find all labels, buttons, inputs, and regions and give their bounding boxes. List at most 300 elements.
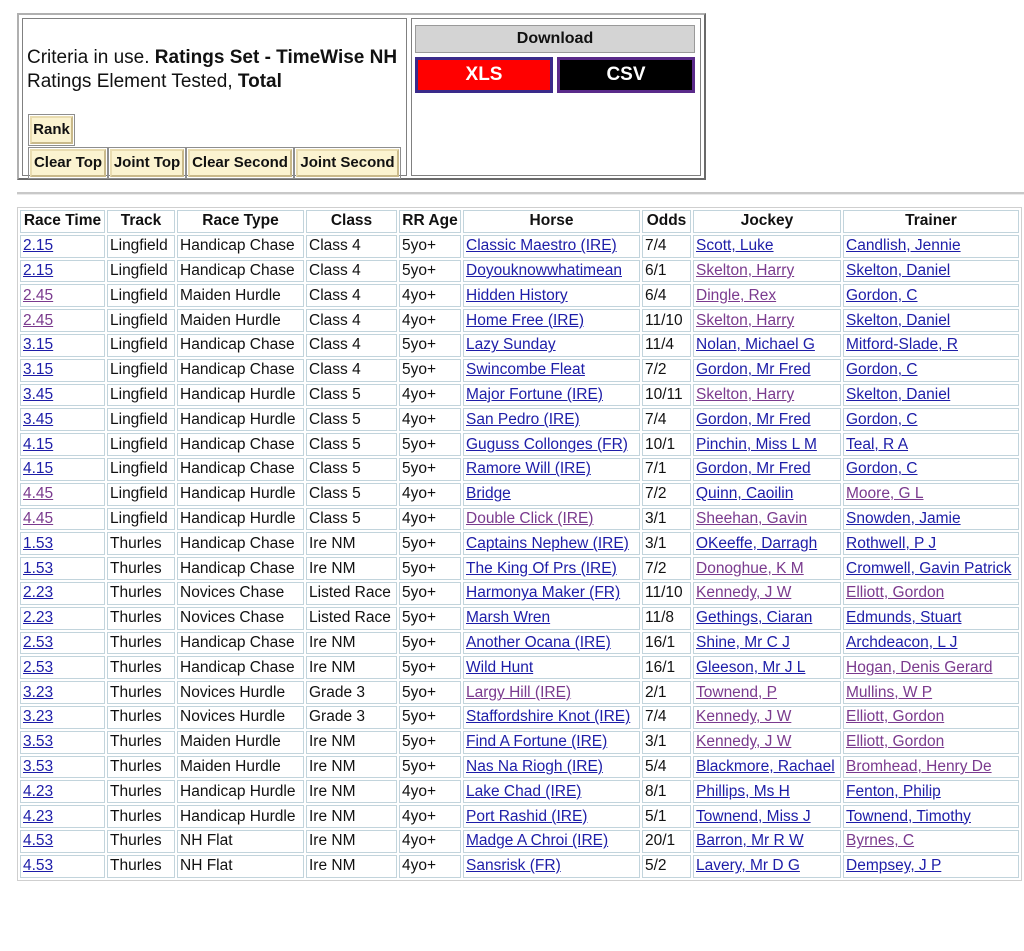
table-row [20, 408, 1019, 431]
race-time-link[interactable]: 4.23 [23, 782, 54, 800]
jockey-link[interactable]: Skelton, Harry [696, 385, 795, 403]
horse-link[interactable]: Swincombe Fleat [466, 361, 585, 379]
jockey-link[interactable]: Pinchin, Miss L M [696, 435, 817, 453]
odds-cell: 20/1 [642, 830, 691, 853]
trainer-link[interactable]: Moore, G L [846, 485, 924, 503]
horse-link[interactable]: Doyouknowwhatimean [466, 261, 622, 279]
joint-second-button[interactable]: Joint Second [296, 149, 399, 177]
jockey-link[interactable]: Kennedy, J W [696, 584, 792, 602]
jockey-cell [693, 284, 841, 307]
rr-age-cell: 4yo+ [399, 284, 461, 307]
jockey-cell [693, 508, 841, 531]
race-type-cell: Novices Hurdle [177, 681, 304, 704]
horse-link[interactable]: Another Ocana (IRE) [466, 633, 611, 651]
jockey-link[interactable]: Nolan, Michael G [696, 336, 815, 354]
class-cell: Ire NM [306, 656, 397, 679]
trainer-link[interactable]: Elliott, Gordon [846, 708, 945, 726]
trainer-cell [843, 334, 1019, 357]
table-row [20, 309, 1019, 332]
class-cell: Listed Race [306, 607, 397, 630]
rr-age-cell: 5yo+ [399, 706, 461, 729]
jockey-link[interactable]: Dingle, Rex [696, 286, 777, 304]
jockey-link[interactable]: Gordon, Mr Fred [696, 361, 811, 379]
download-box [411, 18, 701, 176]
horse-link[interactable]: Harmonya Maker (FR) [466, 584, 621, 602]
odds-cell: 11/8 [642, 607, 691, 630]
jockey-cell [693, 235, 841, 258]
horse-link[interactable]: Guguss Collonges (FR) [466, 435, 628, 453]
track-cell: Lingfield [107, 408, 175, 431]
criteria-box [22, 18, 407, 176]
horse-cell [463, 433, 640, 456]
trainer-cell [843, 756, 1019, 779]
race-time-cell [20, 855, 105, 878]
rr-age-cell: 5yo+ [399, 632, 461, 655]
horse-link[interactable]: Major Fortune (IRE) [466, 385, 603, 403]
horse-link[interactable]: Classic Maestro (IRE) [466, 237, 617, 255]
odds-cell: 3/1 [642, 508, 691, 531]
odds-cell: 16/1 [642, 632, 691, 655]
jockey-link[interactable]: Gethings, Ciaran [696, 609, 813, 627]
odds-cell: 6/4 [642, 284, 691, 307]
rr-age-cell: 5yo+ [399, 334, 461, 357]
class-cell: Class 4 [306, 260, 397, 283]
trainer-cell [843, 780, 1019, 803]
race-time-cell [20, 830, 105, 853]
rr-age-cell: 5yo+ [399, 260, 461, 283]
trainer-link[interactable]: Rothwell, P J [846, 534, 937, 552]
track-cell: Lingfield [107, 334, 175, 357]
horse-cell [463, 508, 640, 531]
class-cell: Grade 3 [306, 681, 397, 704]
table-row [20, 260, 1019, 283]
track-cell: Thurles [107, 731, 175, 754]
track-cell: Lingfield [107, 483, 175, 506]
horse-link[interactable]: The King Of Prs (IRE) [466, 559, 617, 577]
horse-link[interactable]: Lake Chad (IRE) [466, 782, 582, 800]
track-cell: Lingfield [107, 384, 175, 407]
trainer-link[interactable]: Skelton, Daniel [846, 311, 951, 329]
table-row [20, 756, 1019, 779]
horse-link[interactable]: Home Free (IRE) [466, 311, 584, 329]
horse-link[interactable]: Marsh Wren [466, 609, 551, 627]
jockey-cell [693, 532, 841, 555]
table-row [20, 384, 1019, 407]
jockey-cell [693, 408, 841, 431]
results-body [20, 235, 1019, 878]
race-time-link[interactable]: 4.15 [23, 435, 54, 453]
trainer-cell [843, 632, 1019, 655]
race-time-cell [20, 483, 105, 506]
jockey-link[interactable]: Shine, Mr C J [696, 633, 790, 651]
jockey-link[interactable]: Quinn, Caoilin [696, 485, 794, 503]
rr-age-cell: 5yo+ [399, 656, 461, 679]
criteria-text [27, 46, 397, 94]
col-track: Track [107, 210, 175, 233]
jockey-link[interactable]: Kennedy, J W [696, 733, 792, 751]
table-row [20, 483, 1019, 506]
race-type-cell: Handicap Hurdle [177, 805, 304, 828]
class-cell: Ire NM [306, 632, 397, 655]
class-cell: Ire NM [306, 756, 397, 779]
race-type-cell: Novices Chase [177, 607, 304, 630]
rr-age-cell: 5yo+ [399, 359, 461, 382]
race-type-cell: Handicap Chase [177, 334, 304, 357]
race-time-link[interactable]: 3.23 [23, 683, 54, 701]
race-time-cell [20, 532, 105, 555]
track-cell: Lingfield [107, 433, 175, 456]
race-time-link[interactable]: 2.53 [23, 658, 54, 676]
xls-download-button[interactable]: XLS [415, 57, 553, 93]
trainer-link[interactable]: Dempsey, J P [846, 857, 942, 875]
trainer-link[interactable]: Mitford-Slade, R [846, 336, 958, 354]
trainer-link[interactable]: Hogan, Denis Gerard [846, 658, 993, 676]
table-row [20, 557, 1019, 580]
horse-link[interactable]: Port Rashid (IRE) [466, 807, 588, 825]
trainer-link[interactable]: Gordon, C [846, 460, 918, 478]
trainer-link[interactable]: Fenton, Philip [846, 782, 941, 800]
table-row [20, 632, 1019, 655]
horse-cell [463, 656, 640, 679]
horse-link[interactable]: Bridge [466, 485, 511, 503]
jockey-cell [693, 780, 841, 803]
race-time-cell [20, 805, 105, 828]
trainer-cell [843, 235, 1019, 258]
jockey-cell [693, 458, 841, 481]
jockey-link[interactable]: OKeeffe, Darragh [696, 534, 818, 552]
class-cell: Ire NM [306, 855, 397, 878]
odds-cell: 6/1 [642, 260, 691, 283]
table-row [20, 656, 1019, 679]
table-row [20, 532, 1019, 555]
race-type-cell: Maiden Hurdle [177, 309, 304, 332]
horse-cell [463, 408, 640, 431]
trainer-link[interactable]: Gordon, C [846, 361, 918, 379]
track-cell: Thurles [107, 532, 175, 555]
ratings-set: Ratings Set - TimeWise NH [154, 47, 398, 68]
race-type-cell: Handicap Hurdle [177, 408, 304, 431]
race-time-cell [20, 384, 105, 407]
race-type-cell: Handicap Hurdle [177, 384, 304, 407]
race-time-link[interactable]: 2.53 [23, 633, 54, 651]
class-cell: Ire NM [306, 830, 397, 853]
joint-top-button[interactable]: Joint Top [110, 149, 184, 177]
race-time-cell [20, 706, 105, 729]
horse-cell [463, 632, 640, 655]
class-cell: Ire NM [306, 780, 397, 803]
col-horse: Horse [463, 210, 640, 233]
jockey-cell [693, 805, 841, 828]
horse-cell [463, 731, 640, 754]
horse-cell [463, 532, 640, 555]
trainer-cell [843, 656, 1019, 679]
race-time-cell [20, 284, 105, 307]
odds-cell: 10/1 [642, 433, 691, 456]
race-time-link[interactable]: 2.23 [23, 584, 54, 602]
trainer-link[interactable]: Elliott, Gordon [846, 733, 945, 751]
jockey-link[interactable]: Donoghue, K M [696, 559, 804, 577]
rr-age-cell: 5yo+ [399, 607, 461, 630]
col-race-time: Race Time [20, 210, 105, 233]
track-cell: Thurles [107, 607, 175, 630]
horse-link[interactable]: Wild Hunt [466, 658, 534, 676]
race-time-link[interactable]: 3.53 [23, 757, 54, 775]
race-time-link[interactable]: 3.45 [23, 385, 54, 403]
race-time-link[interactable]: 2.15 [23, 237, 54, 255]
trainer-link[interactable]: Mullins, W P [846, 683, 933, 701]
jockey-link[interactable]: Barron, Mr R W [696, 832, 804, 850]
jockey-cell [693, 830, 841, 853]
jockey-link[interactable]: Gleeson, Mr J L [696, 658, 806, 676]
table-row [20, 780, 1019, 803]
table-row [20, 582, 1019, 605]
jockey-link[interactable]: Blackmore, Rachael [696, 757, 835, 775]
horse-cell [463, 756, 640, 779]
horse-link[interactable]: San Pedro (IRE) [466, 410, 580, 428]
class-cell: Class 4 [306, 284, 397, 307]
trainer-link[interactable]: Gordon, C [846, 410, 918, 428]
trainer-link[interactable]: Townend, Timothy [846, 807, 971, 825]
odds-cell: 11/10 [642, 309, 691, 332]
race-type-cell: Maiden Hurdle [177, 284, 304, 307]
col-rr-age: RR Age [399, 210, 461, 233]
race-time-link[interactable]: 2.45 [23, 311, 54, 329]
horse-cell [463, 483, 640, 506]
jockey-link[interactable]: Lavery, Mr D G [696, 857, 800, 875]
trainer-link[interactable]: Snowden, Jamie [846, 509, 961, 527]
race-time-link[interactable]: 3.23 [23, 708, 54, 726]
race-time-link[interactable]: 1.53 [23, 534, 54, 552]
jockey-cell [693, 433, 841, 456]
class-cell: Class 4 [306, 309, 397, 332]
race-time-link[interactable]: 3.15 [23, 336, 54, 354]
horse-link[interactable]: Sansrisk (FR) [466, 857, 561, 875]
race-time-link[interactable]: 4.53 [23, 832, 54, 850]
class-cell: Class 4 [306, 359, 397, 382]
results-table [17, 207, 1022, 881]
horse-cell [463, 235, 640, 258]
jockey-link[interactable]: Kennedy, J W [696, 708, 792, 726]
table-row [20, 458, 1019, 481]
race-time-link[interactable]: 2.15 [23, 261, 54, 279]
track-cell: Thurles [107, 582, 175, 605]
track-cell: Thurles [107, 756, 175, 779]
odds-cell: 10/11 [642, 384, 691, 407]
race-time-link[interactable]: 3.15 [23, 361, 54, 379]
table-row [20, 359, 1019, 382]
race-time-link[interactable]: 1.53 [23, 559, 54, 577]
trainer-link[interactable]: Skelton, Daniel [846, 261, 951, 279]
track-cell: Thurles [107, 805, 175, 828]
track-cell: Lingfield [107, 359, 175, 382]
trainer-link[interactable]: Byrnes, C [846, 832, 915, 850]
race-time-cell [20, 334, 105, 357]
odds-cell: 7/2 [642, 359, 691, 382]
trainer-cell [843, 433, 1019, 456]
table-row [20, 235, 1019, 258]
race-type-cell: Handicap Hurdle [177, 508, 304, 531]
race-time-link[interactable]: 4.15 [23, 460, 54, 478]
race-time-link[interactable]: 4.23 [23, 807, 54, 825]
class-cell: Class 5 [306, 384, 397, 407]
jockey-link[interactable]: Sheehan, Gavin [696, 509, 808, 527]
odds-cell: 7/4 [642, 235, 691, 258]
trainer-link[interactable]: Elliott, Gordon [846, 584, 945, 602]
race-time-link[interactable]: 4.53 [23, 857, 54, 875]
rr-age-cell: 4yo+ [399, 855, 461, 878]
class-cell: Listed Race [306, 582, 397, 605]
trainer-cell [843, 681, 1019, 704]
race-type-cell: Handicap Chase [177, 632, 304, 655]
jockey-cell [693, 731, 841, 754]
jockey-cell [693, 359, 841, 382]
table-row [20, 334, 1019, 357]
jockey-link[interactable]: Skelton, Harry [696, 311, 795, 329]
col-odds: Odds [642, 210, 691, 233]
track-cell: Thurles [107, 656, 175, 679]
jockey-cell [693, 632, 841, 655]
jockey-link[interactable]: Townend, P [696, 683, 777, 701]
trainer-link[interactable]: Bromhead, Henry De [846, 757, 992, 775]
trainer-cell [843, 731, 1019, 754]
horse-link[interactable]: Double Click (IRE) [466, 509, 594, 527]
col-class: Class [306, 210, 397, 233]
trainer-link[interactable]: Archdeacon, L J [846, 633, 958, 651]
rr-age-cell: 5yo+ [399, 458, 461, 481]
header-row [20, 210, 1019, 233]
jockey-cell [693, 706, 841, 729]
horse-link[interactable]: Captains Nephew (IRE) [466, 534, 629, 552]
race-time-link[interactable]: 4.45 [23, 485, 54, 503]
trainer-cell [843, 458, 1019, 481]
horse-cell [463, 557, 640, 580]
jockey-cell [693, 656, 841, 679]
horse-link[interactable]: Madge A Chroi (IRE) [466, 832, 609, 850]
horse-cell [463, 582, 640, 605]
horse-link[interactable]: Hidden History [466, 286, 568, 304]
rr-age-cell: 4yo+ [399, 408, 461, 431]
odds-cell: 5/4 [642, 756, 691, 779]
rr-age-cell: 5yo+ [399, 557, 461, 580]
jockey-cell [693, 557, 841, 580]
criteria-prefix: Criteria in use. [27, 47, 150, 68]
horse-link[interactable]: Find A Fortune (IRE) [466, 733, 608, 751]
race-time-link[interactable]: 2.23 [23, 609, 54, 627]
race-time-cell [20, 557, 105, 580]
rr-age-cell: 4yo+ [399, 830, 461, 853]
race-time-cell [20, 408, 105, 431]
odds-cell: 8/1 [642, 780, 691, 803]
table-row [20, 681, 1019, 704]
track-cell: Lingfield [107, 309, 175, 332]
horse-link[interactable]: Largy Hill (IRE) [466, 683, 572, 701]
odds-cell: 3/1 [642, 532, 691, 555]
race-time-cell [20, 731, 105, 754]
rr-age-cell: 5yo+ [399, 235, 461, 258]
horse-cell [463, 458, 640, 481]
table-row [20, 433, 1019, 456]
horse-link[interactable]: Staffordshire Knot (IRE) [466, 708, 631, 726]
jockey-cell [693, 607, 841, 630]
trainer-cell [843, 582, 1019, 605]
jockey-link[interactable]: Phillips, Ms H [696, 782, 790, 800]
jockey-cell [693, 260, 841, 283]
horse-cell [463, 359, 640, 382]
class-cell: Class 5 [306, 483, 397, 506]
jockey-link[interactable]: Townend, Miss J [696, 807, 811, 825]
race-time-link[interactable]: 2.45 [23, 286, 54, 304]
table-row [20, 607, 1019, 630]
jockey-link[interactable]: Skelton, Harry [696, 261, 795, 279]
race-type-cell: Novices Hurdle [177, 706, 304, 729]
race-time-cell [20, 260, 105, 283]
race-time-cell [20, 780, 105, 803]
trainer-cell [843, 855, 1019, 878]
horse-link[interactable]: Lazy Sunday [466, 336, 556, 354]
horse-link[interactable]: Nas Na Riogh (IRE) [466, 757, 603, 775]
jockey-link[interactable]: Gordon, Mr Fred [696, 410, 811, 428]
trainer-link[interactable]: Gordon, C [846, 286, 918, 304]
trainer-link[interactable]: Teal, R A [846, 435, 909, 453]
clear-top-button[interactable]: Clear Top [30, 149, 106, 177]
trainer-cell [843, 532, 1019, 555]
odds-cell: 7/1 [642, 458, 691, 481]
trainer-link[interactable]: Skelton, Daniel [846, 385, 951, 403]
jockey-cell [693, 855, 841, 878]
race-time-link[interactable]: 4.45 [23, 509, 54, 527]
odds-cell: 11/10 [642, 582, 691, 605]
trainer-link[interactable]: Candlish, Jennie [846, 237, 961, 255]
horse-cell [463, 706, 640, 729]
rr-age-cell: 4yo+ [399, 384, 461, 407]
jockey-cell [693, 384, 841, 407]
race-type-cell: Handicap Chase [177, 433, 304, 456]
trainer-link[interactable]: Edmunds, Stuart [846, 609, 962, 627]
race-type-cell: NH Flat [177, 855, 304, 878]
race-time-cell [20, 756, 105, 779]
trainer-cell [843, 284, 1019, 307]
race-time-cell [20, 607, 105, 630]
trainer-cell [843, 408, 1019, 431]
race-time-cell [20, 359, 105, 382]
race-time-link[interactable]: 3.53 [23, 733, 54, 751]
jockey-link[interactable]: Scott, Luke [696, 237, 774, 255]
csv-download-button[interactable]: CSV [557, 57, 695, 93]
trainer-cell [843, 830, 1019, 853]
race-time-cell [20, 235, 105, 258]
table-row [20, 284, 1019, 307]
race-time-cell [20, 681, 105, 704]
horse-link[interactable]: Ramore Will (IRE) [466, 460, 591, 478]
odds-cell: 7/4 [642, 706, 691, 729]
jockey-link[interactable]: Gordon, Mr Fred [696, 460, 811, 478]
jockey-cell [693, 309, 841, 332]
rr-age-cell: 5yo+ [399, 731, 461, 754]
race-type-cell: Maiden Hurdle [177, 756, 304, 779]
race-time-link[interactable]: 3.45 [23, 410, 54, 428]
horse-cell [463, 780, 640, 803]
trainer-link[interactable]: Cromwell, Gavin Patrick [846, 559, 1012, 577]
odds-cell: 3/1 [642, 731, 691, 754]
clear-second-button[interactable]: Clear Second [188, 149, 292, 177]
race-type-cell: Maiden Hurdle [177, 731, 304, 754]
race-type-cell: Handicap Chase [177, 656, 304, 679]
track-cell: Thurles [107, 632, 175, 655]
rr-age-cell: 4yo+ [399, 309, 461, 332]
divider [17, 192, 1024, 195]
track-cell: Lingfield [107, 458, 175, 481]
rank-button[interactable]: Rank [30, 116, 73, 144]
